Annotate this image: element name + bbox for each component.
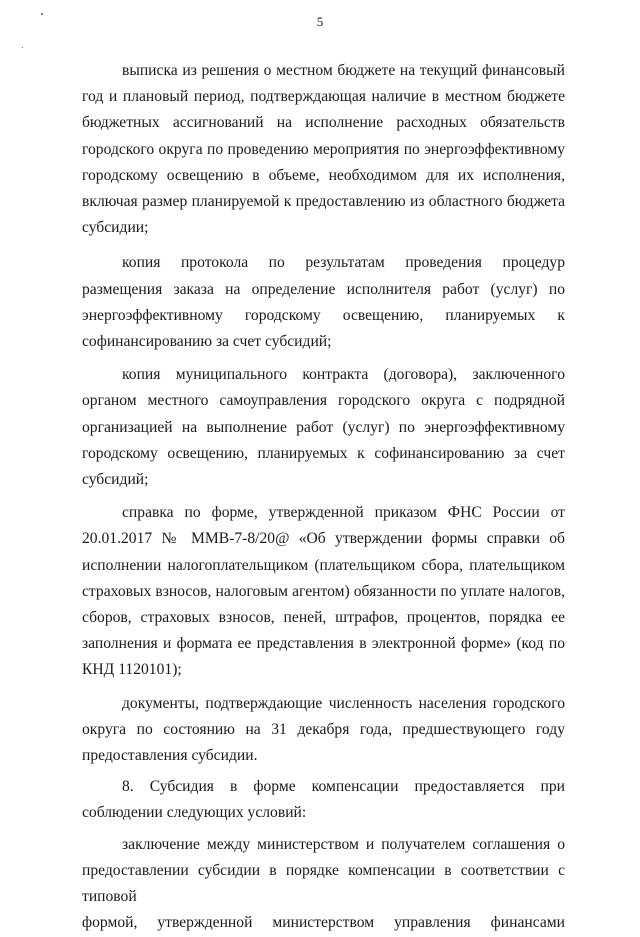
page-number: 5 (316, 14, 324, 29)
scan-speck (41, 13, 43, 15)
paragraph-contract-copy: копия муниципального контракта (договора), заключенного органом местного самоуправления городского округа с подрядной организацией на выполнение работ (услуг) по энергоэффективному городскому освещению, планируемых к софинансированию за счет субсидий; (82, 366, 565, 489)
paragraph-agreement: заключение между министерством и получателем соглашения о предоставлении субсидии в порядке компенсации в соответствии с типовой (82, 835, 565, 906)
document-body (82, 58, 565, 937)
paragraph-protocol-copy: копия протокола по результатам проведения процедур размещения заказа на определение исполнителя работ (услуг) по энергоэффективному городскому освещению, планируемых к софинансированию за счет субсидий; (82, 254, 565, 351)
paragraph-agreement-tail: формой, утвержденной министерством управления финансами (82, 914, 565, 932)
paragraph-budget-extract: выписка из решения о местном бюджете на текущий финансовый год и плановый период, подтверждающая наличие в местном бюджете бюджетных ассигнований на исполнение расходных обязательств городского округа по проведению мероприятия по энергоэффективному городскому освещению в объеме, необходимом для их исполнения, включая размер планируемой к предоставлению из областного бюджета субсидии; (82, 62, 565, 237)
paragraph-population-documents: документы, подтверждающие численность населения городского округа по состоянию на 31 декабря года, предшествующего году предоставления субсидии. (82, 694, 565, 765)
paragraph-compensation-conditions: 8. Субсидия в форме компенсации предоставляется при соблюдении следующих условий: (82, 778, 565, 822)
paragraph-tax-certificate: справка по форме, утвержденной приказом ФНС России от 20.01.2017 № ММВ-7-8/20@ «Об утверждении формы справки об исполнении налогоплательщиком (плательщиком сбора, плательщиком страховых взносов, налоговым агентом) обязанности по уплате налогов, сборов, страховых взносов, пеней, штрафов, процентов, порядка ее заполнения и формата ее представления в электронной форме» (код по КНД 1120101); (82, 504, 565, 679)
scan-speck (22, 47, 23, 48)
